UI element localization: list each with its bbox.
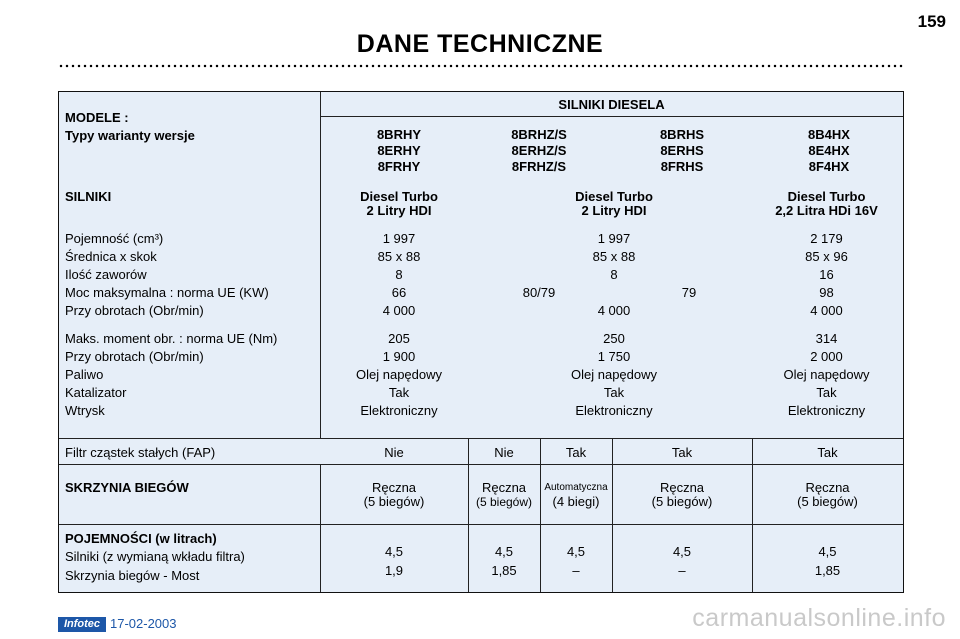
model-code: 8ERHY: [377, 143, 421, 158]
models-label: MODELE :: [65, 110, 129, 125]
capacity-value: 1,9: [384, 563, 404, 578]
spec-value: Tak: [603, 385, 625, 400]
spec-row-label: Średnica x skok: [65, 249, 157, 264]
spec-value: 85 x 88: [592, 249, 636, 264]
spec-value: 85 x 96: [805, 249, 848, 264]
fap-value: Tak: [565, 445, 587, 460]
spec-value: 2 179: [810, 231, 843, 246]
spec-value: Olej napędowy: [783, 367, 870, 382]
dotted-divider: [58, 64, 904, 68]
gearbox-value: Ręczna: [659, 480, 705, 495]
infotec-logo: Infotec: [58, 617, 106, 632]
spec-row-label: Przy obrotach (Obr/min): [65, 349, 204, 364]
spec-value: Elektroniczny: [575, 403, 653, 418]
page-title: DANE TECHNICZNE: [356, 30, 604, 58]
spec-value: 8: [395, 267, 403, 282]
spec-value: 1 997: [382, 231, 416, 246]
capacity-row-label: Silniki (z wymianą wkładu filtra): [65, 549, 245, 564]
spec-value: 85 x 88: [377, 249, 421, 264]
spec-row-label: Maks. moment obr. : norma UE (Nm): [65, 331, 278, 346]
fap-value: Tak: [817, 445, 838, 460]
engines-label: SILNIKI: [65, 189, 112, 204]
gearbox-value: Automatyczna: [544, 482, 608, 493]
spec-row-label: Moc maksymalna : norma UE (KW): [65, 285, 269, 300]
model-code: 8FRHZ/S: [511, 159, 567, 174]
model-code: 8E4HX: [808, 143, 850, 158]
model-code: 8BRHZ/S: [511, 127, 567, 142]
model-code: 8B4HX: [808, 127, 850, 142]
page-number: 159: [917, 12, 946, 31]
spec-table: [58, 91, 904, 593]
spec-value: Olej napędowy: [571, 367, 657, 382]
model-code: 8FRHY: [377, 159, 421, 174]
gearbox-value: (5 biegów): [363, 494, 425, 509]
footer-date: 17-02-2003: [110, 616, 177, 631]
spec-row-label: Ilość zaworów: [65, 267, 147, 282]
fap-value: Tak: [671, 445, 693, 460]
watermark: carmanualsonline.info: [692, 604, 946, 632]
spec-value: 2 000: [810, 349, 843, 364]
spec-value: 66: [391, 285, 407, 300]
gearbox-value: Ręczna: [805, 480, 850, 495]
grid-line: [59, 524, 903, 525]
capacity-value: 1,85: [814, 563, 841, 578]
gearbox-value: (5 biegów): [475, 495, 533, 509]
engine-type: Diesel Turbo: [360, 189, 438, 204]
gearbox-value: (5 biegów): [651, 494, 713, 509]
spec-value: 1 900: [382, 349, 416, 364]
spec-value: Elektroniczny: [360, 403, 438, 418]
model-code: 8F4HX: [808, 159, 850, 174]
spec-value: 4 000: [810, 303, 843, 318]
spec-value: Tak: [816, 385, 837, 400]
model-code: 8ERHZ/S: [511, 143, 567, 158]
gearbox-value: Ręczna: [371, 480, 417, 495]
spec-row-label: Przy obrotach (Obr/min): [65, 303, 204, 318]
capacity-value: –: [572, 563, 580, 578]
spec-row-label: Katalizator: [65, 385, 127, 400]
capacity-value: 4,5: [566, 544, 586, 559]
fap-value: Nie: [494, 445, 514, 460]
spec-value: 205: [388, 331, 410, 346]
engine-type: 2 Litry HDI: [366, 203, 432, 218]
group-header: SILNIKI DIESELA: [558, 97, 665, 112]
spec-row-label: Paliwo: [65, 367, 104, 382]
spec-value: 4 000: [382, 303, 416, 318]
spec-value: 4 000: [597, 303, 631, 318]
spec-value: 1 997: [597, 231, 631, 246]
grid-line: [59, 464, 903, 465]
model-code: 8FRHS: [660, 159, 704, 174]
models-sublabel: Typy warianty wersje: [65, 128, 195, 143]
gearbox-value: (5 biegów): [797, 494, 858, 509]
grid-line: [59, 438, 903, 439]
model-code: 8BRHS: [659, 127, 705, 142]
engine-type: 2 Litry HDI: [581, 203, 647, 218]
model-code: 8BRHY: [376, 127, 422, 142]
spec-value: 98: [819, 285, 834, 300]
capacity-row-label: Skrzynia biegów - Most: [65, 568, 200, 583]
engine-type: Diesel Turbo: [787, 189, 866, 204]
gearbox-value: (4 biegi): [552, 494, 600, 509]
gearbox-label: SKRZYNIA BIEGÓW: [65, 480, 189, 495]
spec-value: 16: [819, 267, 834, 282]
fap-label: Filtr cząstek stałych (FAP): [65, 445, 216, 460]
spec-value: 8: [610, 267, 618, 282]
engine-type: 2,2 Litra HDi 16V: [775, 203, 878, 218]
model-code: 8ERHS: [660, 143, 704, 158]
capacity-label: POJEMNOŚCI (w litrach): [65, 531, 217, 546]
grid-line: [320, 116, 903, 117]
spec-value: Tak: [388, 385, 410, 400]
spec-value: 80/79: [522, 285, 556, 300]
capacity-value: 1,85: [491, 563, 517, 578]
capacity-value: 4,5: [494, 544, 514, 559]
capacity-value: 4,5: [384, 544, 404, 559]
gearbox-value: Ręczna: [481, 480, 527, 495]
spec-value: 314: [815, 331, 838, 346]
spec-value: Elektroniczny: [787, 403, 866, 418]
spec-value: Olej napędowy: [356, 367, 442, 382]
capacity-value: 4,5: [818, 544, 837, 559]
capacity-value: –: [678, 563, 686, 578]
capacity-value: 4,5: [672, 544, 692, 559]
engine-type: Diesel Turbo: [575, 189, 653, 204]
fap-value: Nie: [384, 445, 404, 460]
spec-value: 1 750: [597, 349, 631, 364]
spec-row-label: Wtrysk: [65, 403, 105, 418]
spec-value: 79: [681, 285, 697, 300]
spec-row-label: Pojemność (cm³): [65, 231, 164, 246]
spec-value: 250: [603, 331, 625, 346]
